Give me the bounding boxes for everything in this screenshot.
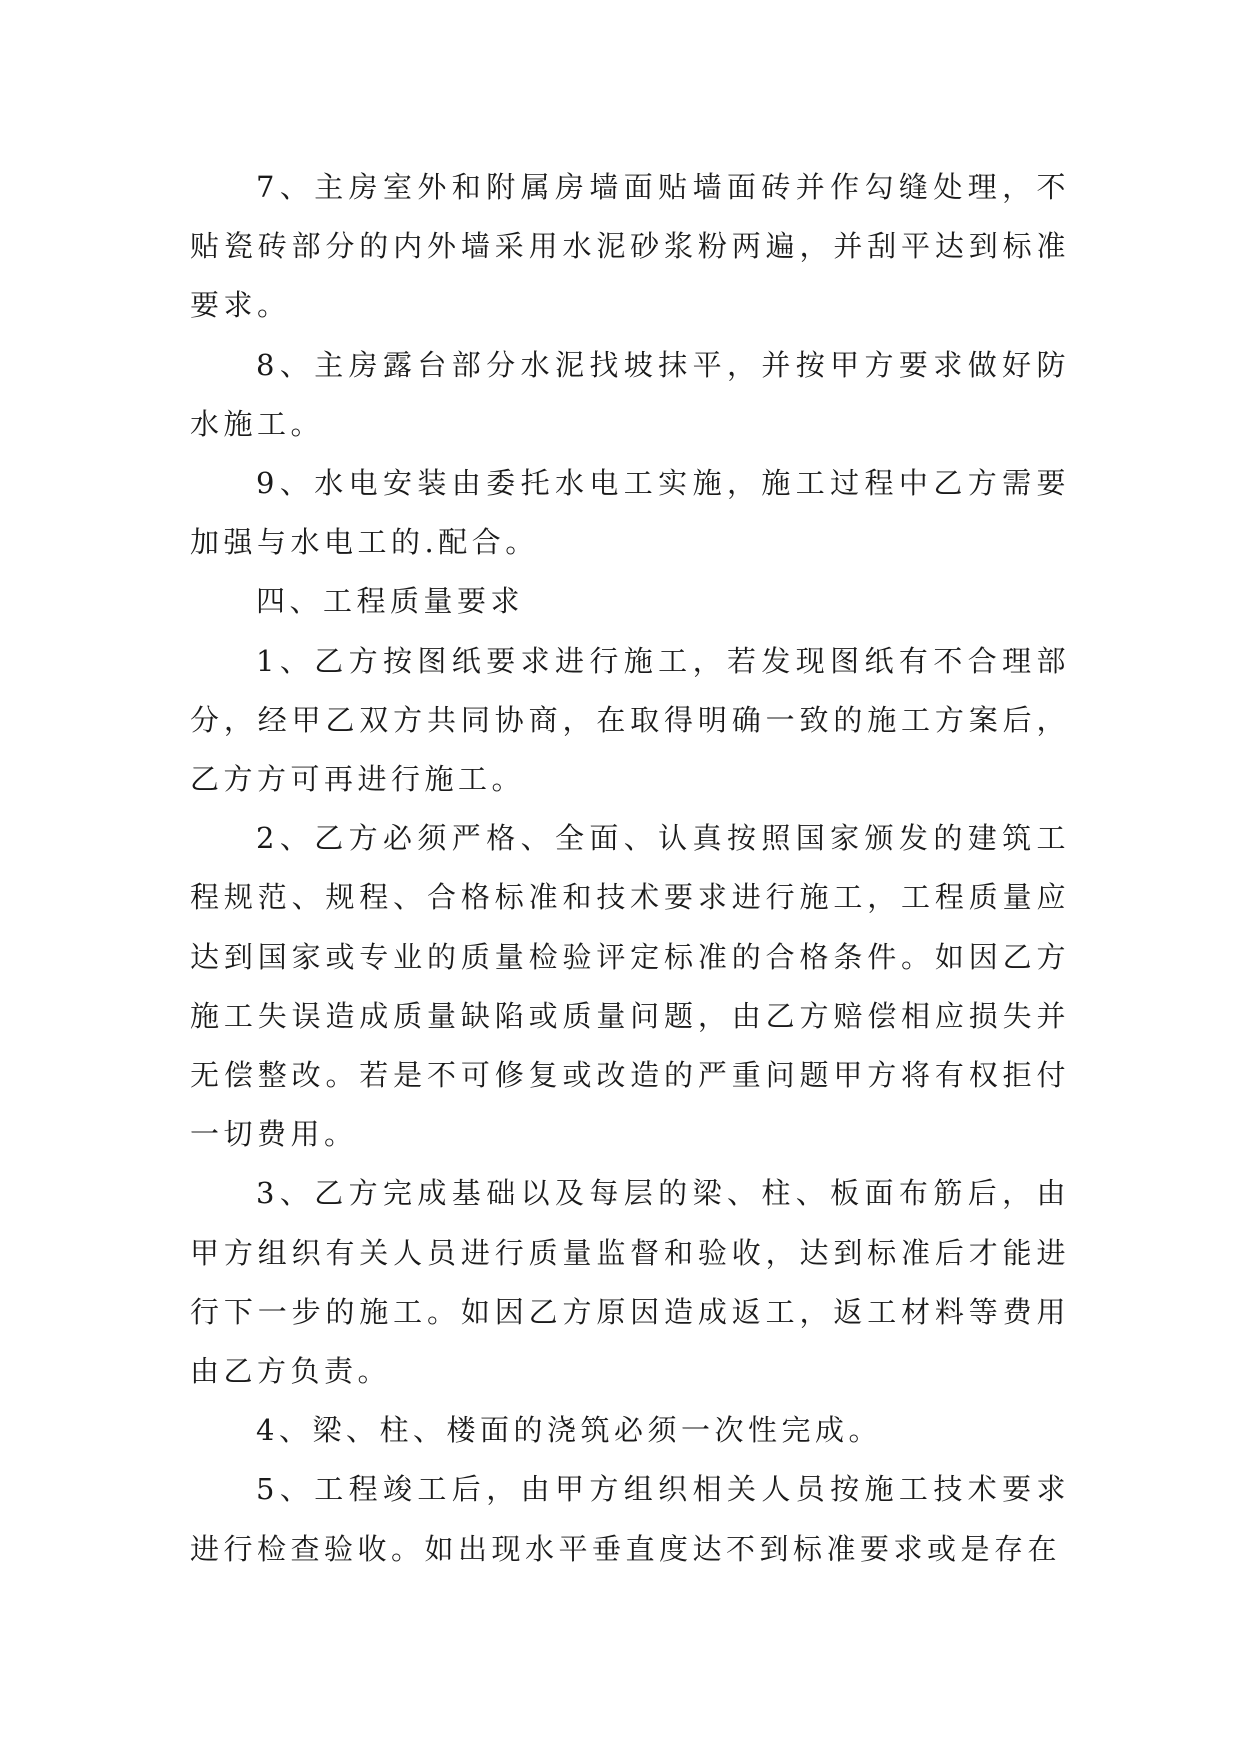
section-heading-quality-requirements: 四、工程质量要求 — [256, 584, 525, 619]
paragraph-quality-item-5: 5、工程竣工后，由甲方组织相关人员按施工技术要求进行检查验收。如出现水平垂直度达不到标准要求或是存在 — [190, 1472, 1070, 1566]
paragraph-item-8-terrace-waterproofing: 8、主房露台部分水泥找坡抹平，并按甲方要求做好防水施工。 — [190, 347, 1070, 441]
paragraph-quality-item-1: 1、乙方按图纸要求进行施工，若发现图纸有不合理部分，经甲乙双方共同协商，在取得明确一致的施工方案后，乙方方可再进行施工。 — [190, 643, 1070, 797]
paragraph-item-7-exterior-wall-tiles: 7、主房室外和附属房墙面贴墙面砖并作勾缝处理，不贴瓷砖部分的内外墙采用水泥砂浆粉两遍，并刮平达到标准要求。 — [190, 170, 1070, 323]
paragraph-quality-item-3: 3、乙方完成基础以及每层的梁、柱、板面布筋后，由甲方组织有关人员进行质量监督和验收，达到标准后才能进行下一步的施工。如因乙方原因造成返工，返工材料等费用由乙方负责。 — [190, 1176, 1070, 1389]
document-body — [190, 158, 1070, 1579]
paragraph-quality-item-2: 2、乙方必须严格、全面、认真按照国家颁发的建筑工程规范、规程、合格标准和技术要求进行施工，工程质量应达到国家或专业的质量检验评定标准的合格条件。如因乙方施工失误造成质量缺陷或质量问题，由乙方赔偿相应损失并无偿整改。若是不可修复或改造的严重问题甲方将有权拒付一切费用。 — [190, 821, 1070, 1152]
paragraph-quality-item-4: 4、梁、柱、楼面的浇筑必须一次性完成。 — [256, 1413, 882, 1448]
paragraph-item-9-plumbing-electrical: 9、水电安装由委托水电工实施，施工过程中乙方需要加强与水电工的.配合。 — [190, 466, 1070, 560]
